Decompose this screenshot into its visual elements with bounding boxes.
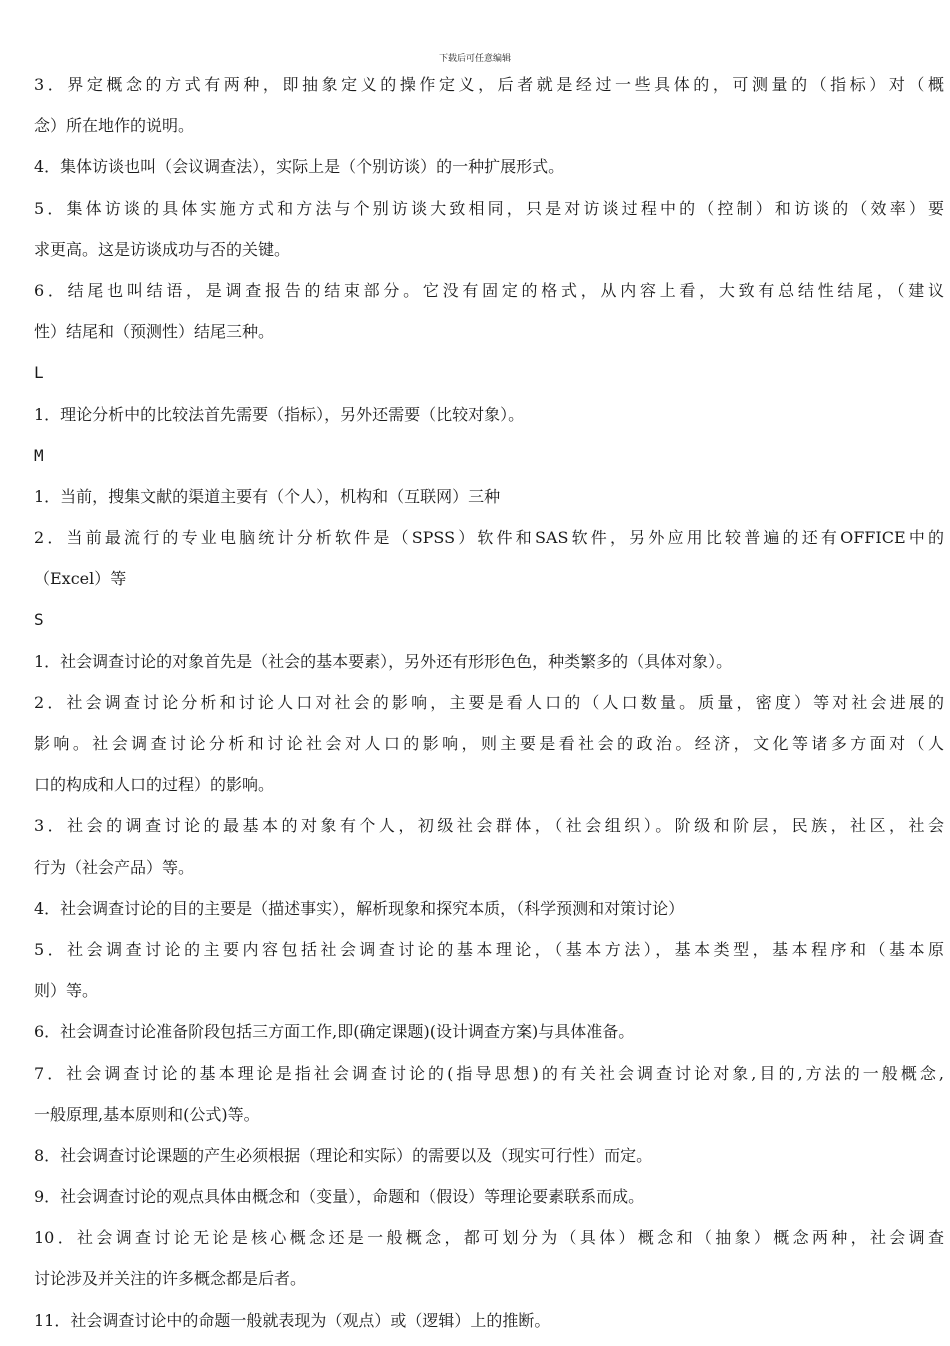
text-line: 性）结尾和（预测性）结尾三种。 bbox=[34, 322, 275, 342]
text-line: （Excel）等 bbox=[34, 569, 127, 589]
text-line: 3．社会的调查讨论的最基本的对象有个人，初级社会群体，（社会组织）。阶级和阶层，民族，社区，社会 bbox=[34, 816, 944, 836]
text-line: 1．理论分析中的比较法首先需要（指标），另外还需要（比较对象）。 bbox=[34, 404, 525, 424]
text-line: 则）等。 bbox=[34, 981, 99, 1001]
text-line: 2．当前最流行的专业电脑统计分析软件是（SPSS）软件和SAS软件，另外应用比较普遍的还有OFFICE中的 bbox=[34, 528, 944, 548]
text-line: 口的构成和人口的过程）的影响。 bbox=[34, 775, 275, 795]
section-letter-heading: S bbox=[34, 610, 44, 630]
text-line: 4．社会调查讨论的目的主要是（描述事实），解析现象和探究本质，（科学预测和对策讨论） bbox=[34, 898, 685, 918]
text-line: 6．结尾也叫结语，是调查报告的结束部分。它没有固定的格式，从内容上看，大致有总结性结尾，（建议 bbox=[34, 280, 944, 300]
text-line: 8．社会调查讨论课题的产生必须根据（理论和实际）的需要以及（现实可行性）而定。 bbox=[34, 1145, 653, 1165]
page-header-note: 下载后可任意编辑 bbox=[438, 54, 511, 64]
text-line: 念）所在地作的说明。 bbox=[34, 116, 195, 136]
text-line: 5．集体访谈的具体实施方式和方法与个别访谈大致相同，只是对访谈过程中的（控制）和访谈的（效率）要 bbox=[34, 198, 944, 218]
text-line: 9．社会调查讨论的观点具体由概念和（变量），命题和（假设）等理论要素联系而成。 bbox=[34, 1187, 645, 1207]
text-line: 1．社会调查讨论的对象首先是（社会的基本要素），另外还有形形色色，种类繁多的（具体对象）。 bbox=[34, 651, 733, 671]
text-line: 6．社会调查讨论准备阶段包括三方面工作,即(确定课题)(设计调查方案)与具体准备。 bbox=[34, 1022, 635, 1042]
text-line: 讨论涉及并关注的许多概念都是后者。 bbox=[34, 1269, 307, 1289]
text-line: 影响。社会调查讨论分析和讨论社会对人口的影响，则主要是看社会的政治。经济，文化等诸多方面对（人 bbox=[34, 734, 944, 753]
document-body bbox=[34, 64, 944, 1341]
text-line: 4．集体访谈也叫（会议调查法），实际上是（个别访谈）的一种扩展形式。 bbox=[34, 157, 565, 177]
text-line: 2．社会调查讨论分析和讨论人口对社会的影响，主要是看人口的（人口数量。质量，密度）等对社会进展的 bbox=[34, 692, 944, 712]
text-line: 3．界定概念的方式有两种，即抽象定义的操作定义，后者就是经过一些具体的，可测量的（指标）对（概 bbox=[34, 75, 944, 94]
text-line: 一般原理,基本原则和(公式)等。 bbox=[34, 1104, 260, 1124]
text-line: 求更高。这是访谈成功与否的关键。 bbox=[34, 239, 291, 259]
text-line: 7．社会调查讨论的基本理论是指社会调查讨论的(指导思想)的有关社会调查讨论对象,目的,方法的一般概念, bbox=[34, 1063, 944, 1083]
text-line: 行为（社会产品）等。 bbox=[34, 857, 195, 877]
text-line: 1．当前，搜集文献的渠道主要有（个人），机构和（互联网）三种 bbox=[34, 486, 501, 506]
section-letter-heading: L bbox=[34, 363, 44, 383]
text-line: 11．社会调查讨论中的命题一般就表现为（观点）或（逻辑）上的推断。 bbox=[34, 1310, 551, 1330]
section-letter-heading: M bbox=[34, 445, 44, 465]
text-line: 10．社会调查讨论无论是核心概念还是一般概念，都可划分为（具体）概念和（抽象）概念两种，社会调查 bbox=[34, 1228, 944, 1248]
text-line: 5．社会调查讨论的主要内容包括社会调查讨论的基本理论，（基本方法），基本类型，基本程序和（基本原 bbox=[34, 939, 944, 959]
